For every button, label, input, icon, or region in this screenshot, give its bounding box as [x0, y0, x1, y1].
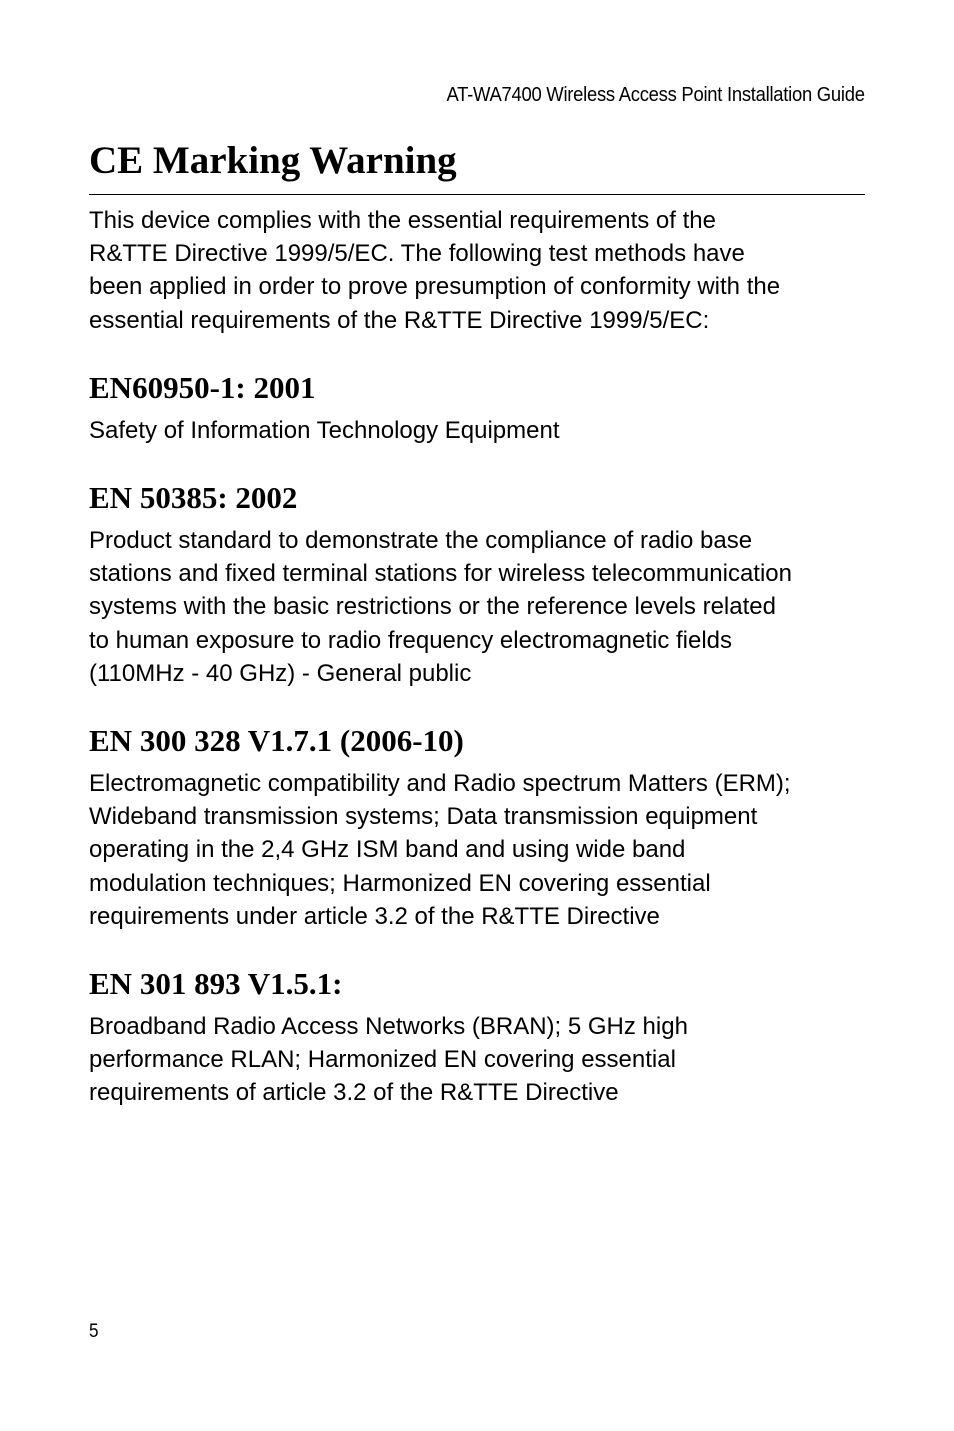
page-content	[89, 138, 865, 1110]
section-heading: EN60950-1: 2001	[89, 369, 316, 405]
section-body	[89, 524, 865, 690]
section-body	[89, 767, 865, 933]
section-heading: EN 50385: 2002	[89, 480, 298, 516]
intro-line: been applied in order to prove presumption of conformity with the	[89, 273, 781, 301]
body-line: modulation techniques; Harmonized EN covering essential	[89, 869, 711, 897]
body-line: Product standard to demonstrate the compliance of radio base	[89, 527, 753, 555]
section-en60950	[89, 368, 865, 447]
body-line: stations and fixed terminal stations for wireless telecommunication	[89, 560, 792, 588]
body-line: to human exposure to radio frequency electromagnetic fields	[89, 626, 733, 654]
section-en50385	[89, 478, 865, 690]
intro-line: This device complies with the essential requirements of the	[89, 207, 716, 234]
running-header: AT-WA7400 Wireless Access Point Installation Guide	[446, 83, 865, 106]
body-line: requirements of article 3.2 of the R&TTE Directive	[89, 1079, 619, 1107]
body-line: performance RLAN; Harmonized EN covering essential	[89, 1046, 676, 1074]
section-heading: EN 300 328 V1.7.1 (2006-10)	[89, 723, 464, 759]
body-line: systems with the basic restrictions or the reference levels related	[89, 593, 776, 621]
section-en301893	[89, 964, 865, 1110]
intro-line: essential requirements of the R&TTE Directive 1999/5/EC:	[89, 306, 710, 334]
body-line: (110MHz - 40 GHz) - General public	[89, 659, 472, 687]
intro-paragraph	[89, 204, 865, 337]
body-line: Wideband transmission systems; Data transmission equipment	[89, 803, 758, 831]
body-line: operating in the 2,4 GHz ISM band and using wide band	[89, 836, 686, 864]
body-line: requirements under article 3.2 of the R&TTE Directive	[89, 902, 660, 930]
body-line: Electromagnetic compatibility and Radio spectrum Matters (ERM);	[89, 770, 791, 798]
section-en300328	[89, 721, 865, 933]
section-body	[89, 1010, 865, 1110]
section-heading: EN 301 893 V1.5.1:	[89, 966, 343, 1002]
page-number: 5	[89, 1321, 99, 1342]
body-line: Broadband Radio Access Networks (BRAN); 5 GHz high	[89, 1013, 688, 1041]
page-title: CE Marking Warning	[89, 138, 865, 195]
body-line: Safety of Information Technology Equipment	[89, 416, 560, 444]
intro-line: R&TTE Directive 1999/5/EC. The following test methods have	[89, 240, 745, 268]
section-body	[89, 414, 865, 447]
